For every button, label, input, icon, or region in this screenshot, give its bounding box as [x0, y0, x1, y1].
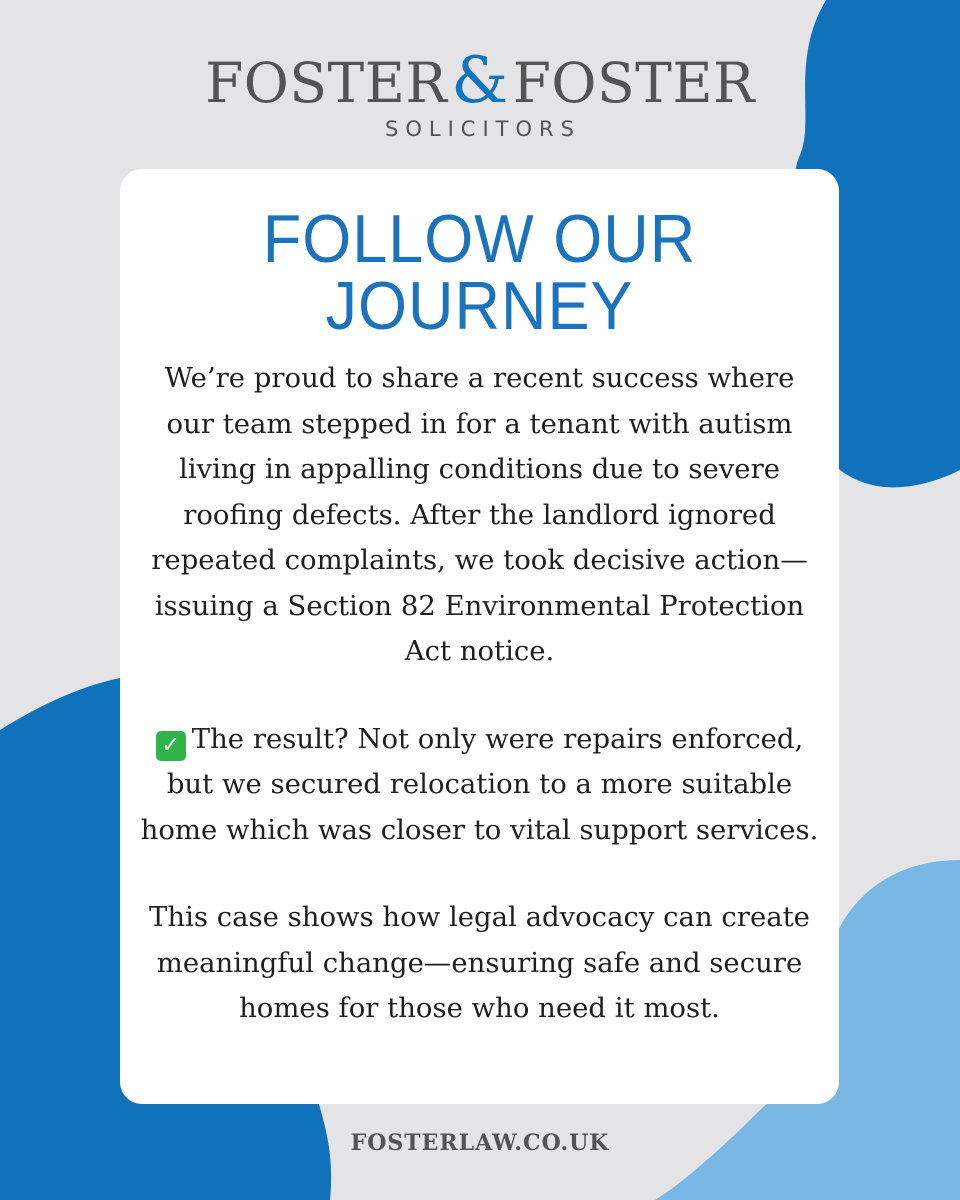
heading-line-2: JOURNEY — [325, 268, 634, 345]
logo-name-right: FOSTER — [512, 51, 755, 115]
logo-ampersand: & — [451, 44, 509, 118]
paragraph-intro: We’re proud to share a recent success where our team stepped in for a tenant with autism living in appalling conditions due to severe roofing defects. After the landlord ignored repeated complaints, we took decisive action—issuing a Section 82 Environmental Protection Act notice. — [151, 362, 808, 667]
post-heading — [120, 201, 839, 345]
heading-line-1: FOLLOW OUR — [262, 201, 697, 278]
content-card — [120, 169, 839, 1104]
logo-wordmark — [0, 44, 960, 118]
check-mark-icon: ✓ — [156, 731, 186, 761]
logo-name-left: FOSTER — [205, 51, 448, 115]
paragraph-conclusion: This case shows how legal advocacy can create meaningful change—ensuring safe and secure homes for those who need it most. — [149, 901, 810, 1024]
paragraph-result — [140, 717, 819, 854]
brand-logo — [0, 44, 960, 142]
logo-tagline: SOLICITORS — [385, 117, 581, 142]
website-link[interactable]: FOSTERLAW.CO.UK — [350, 1130, 610, 1156]
paragraph-result-text: The result? Not only were repairs enforced, but we secured relocation to a more suitable home which was closer to vital support services. — [140, 722, 819, 846]
post-body — [140, 356, 819, 1032]
